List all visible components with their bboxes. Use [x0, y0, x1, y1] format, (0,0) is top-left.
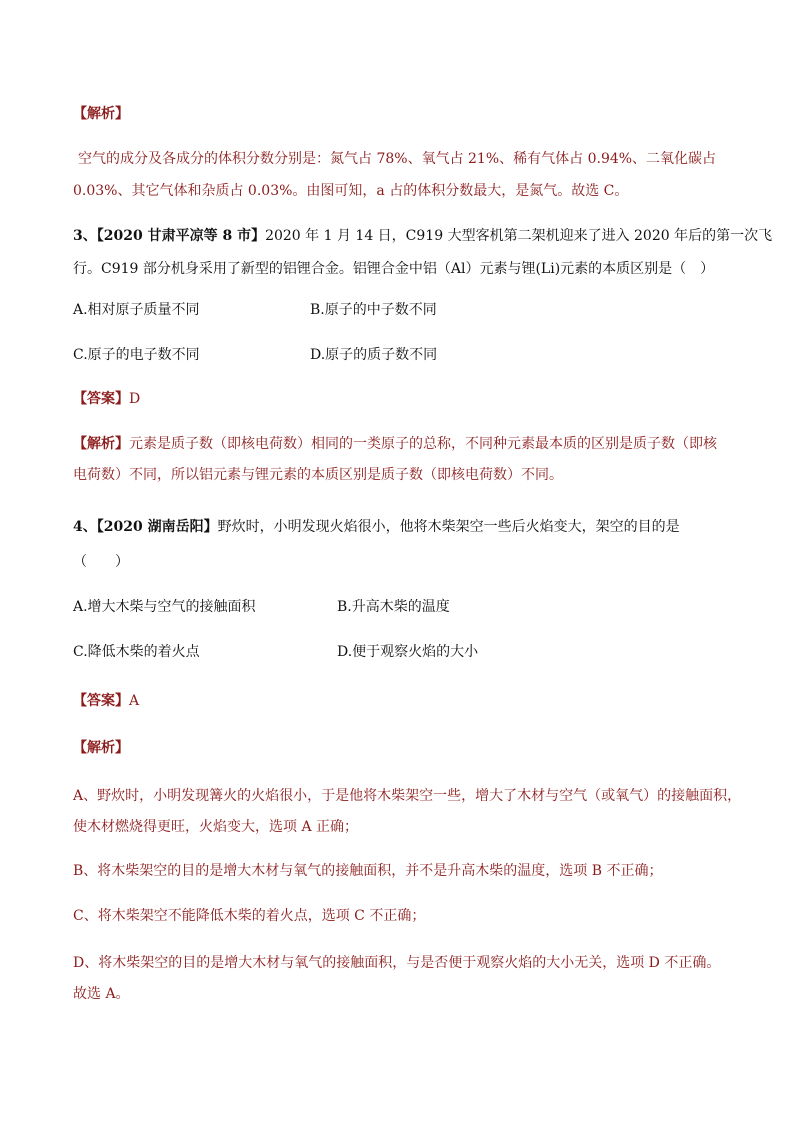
- answer-value: D: [129, 391, 141, 407]
- analysis-label: 【解析】: [73, 436, 129, 452]
- question-number: 4、: [73, 519, 97, 535]
- answer-label: 【答案】: [73, 391, 129, 407]
- question-3-option-d: D.原子的质子数不同: [310, 347, 438, 363]
- analysis-item-b: B、将木柴架空的目的是增大木材与氧气的接触面积，并不是升高木柴的温度，选项 B 不正确；: [73, 863, 663, 879]
- answer-value: A: [129, 693, 140, 709]
- analysis-item-c: C、将木柴架空不能降低木柴的着火点，选项 C 不正确；: [73, 908, 426, 924]
- answer-label: 【答案】: [73, 693, 129, 709]
- question-3-stem-line2: 行。C919 部分机身采用了新型的铝锂合金。铝锂合金中铝（Al）元素与锂(Li)元素的本质区别是（ ）: [73, 261, 715, 277]
- analysis-item-d: D、将木柴架空的目的是增大木材与氧气的接触面积，与是否便于观察火焰的大小无关，选项 D 不正确。: [73, 955, 721, 971]
- analysis-text-line: 电荷数）不同，所以铝元素与锂元素的本质区别是质子数（即核电荷数）不同。: [73, 467, 563, 483]
- analysis-text-line: 空气的成分及各成分的体积分数分别是：氮气占 78%、氧气占 21%、稀有气体占 0.94%、二氧化碳占: [78, 151, 717, 167]
- question-4-stem-line2: （ ）: [73, 554, 129, 570]
- question-3-answer: [73, 389, 140, 409]
- question-3-option-a: A.相对原子质量不同: [73, 302, 200, 318]
- question-4-option-d: D.便于观察火焰的大小: [337, 644, 479, 660]
- analysis-item-a-cont: 使木材燃烧得更旺，火焰变大，选项 A 正确；: [73, 819, 359, 835]
- analysis-conclusion: 故选 A。: [73, 986, 130, 1002]
- question-number: 3、: [73, 228, 97, 244]
- question-4-analysis-label: 【解析】: [73, 740, 129, 756]
- question-4-option-b: B.升高木柴的温度: [337, 599, 450, 615]
- question-3-option-c: C.原子的电子数不同: [73, 347, 200, 363]
- question-3-analysis: [73, 434, 717, 454]
- question-source: 【2020 甘肃平凉等 8 市】: [96, 228, 266, 244]
- question-4-answer: [73, 691, 139, 711]
- question-4-option-c: C.降低木柴的着火点: [73, 644, 200, 660]
- analysis-label: 【解析】: [73, 106, 129, 122]
- question-text: 野炊时，小明发现火焰很小，他将木柴架空一些后火焰变大，架空的目的是: [217, 519, 680, 535]
- analysis-text: 元素是质子数（即核电荷数）相同的一类原子的总称，不同种元素最本质的区别是质子数（即核: [129, 436, 717, 452]
- question-3-stem: [73, 226, 772, 246]
- analysis-item-a: A、野炊时，小明发现篝火的火焰很小，于是他将木柴架空一些，增大了木材与空气（或氧气）的接触面积，: [73, 788, 742, 804]
- question-text: 2020 年 1 月 14 日，C919 大型客机第二架机迎来了进入 2020 年后的第一次飞: [265, 228, 773, 244]
- analysis-text-line: 0.03%、其它气体和杂质占 0.03%。由图可知，a 占的体积分数最大，是氮气。故选 C。: [73, 183, 629, 199]
- question-4-stem: [73, 517, 680, 537]
- question-source: 【2020 湖南岳阳】: [96, 519, 218, 535]
- question-3-option-b: B.原子的中子数不同: [310, 302, 437, 318]
- question-4-option-a: A.增大木柴与空气的接触面积: [73, 599, 256, 615]
